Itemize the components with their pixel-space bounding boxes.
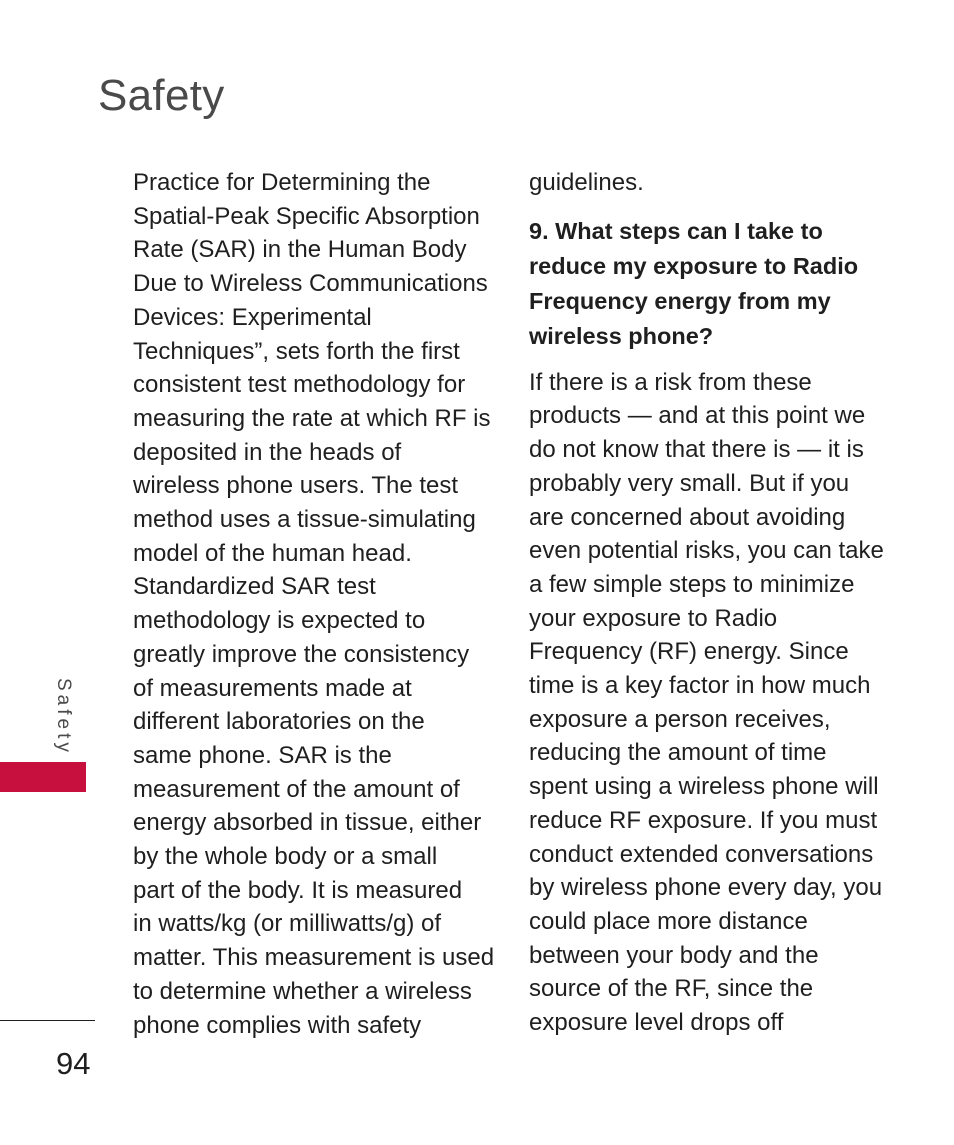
page-number: 94 [56, 1046, 91, 1081]
text-line: model of the human head. [133, 539, 412, 567]
text-line: time is a key factor in how much [529, 672, 871, 700]
text-line: source of the RF, since the [529, 975, 814, 1003]
text-line: probably very small. But if you [529, 469, 850, 497]
text-line: method uses a tissue-simulating [133, 506, 476, 534]
text-line: deposited in the heads of [133, 438, 402, 466]
text-line: measurement of the amount of [133, 775, 460, 803]
text-line: in watts/kg (or milliwatts/g) of [133, 910, 442, 938]
question-line: wireless phone? [529, 322, 714, 349]
text-line: reduce RF exposure. If you must [529, 806, 878, 834]
text-line: measuring the rate at which RF is [133, 404, 491, 432]
text-line: exposure a person receives, [529, 705, 831, 733]
section-side-label: Safety [53, 678, 74, 756]
text-line: of measurements made at [133, 674, 412, 702]
text-line: guidelines. [529, 169, 644, 196]
text-line: spent using a wireless phone will [529, 773, 879, 801]
text-line: your exposure to Radio [529, 604, 778, 632]
text-line: matter. This measurement is used [133, 944, 495, 972]
text-line: different laboratories on the [133, 708, 425, 736]
text-line: products — and at this point we [529, 402, 866, 430]
text-line: by the whole body or a small [133, 843, 438, 871]
text-line: If there is a risk from these [529, 368, 812, 396]
text-line: phone complies with safety [133, 1011, 422, 1039]
text-line: Techniques”, sets forth the first [133, 337, 460, 365]
text-line: could place more distance [529, 907, 808, 935]
text-line: wireless phone users. The test [133, 472, 459, 500]
text-line: are concerned about avoiding [529, 503, 846, 531]
text-line: consistent test methodology for [133, 371, 466, 399]
text-line: do not know that there is — it is [529, 436, 864, 464]
page-title: Safety [98, 71, 225, 120]
text-line: part of the body. It is measured [133, 876, 463, 904]
continuation-text [529, 166, 879, 200]
text-line: Spatial-Peak Specific Absorption [133, 202, 480, 230]
answer-paragraph [529, 366, 884, 1040]
text-line: to determine whether a wireless [133, 977, 472, 1005]
text-line: between your body and the [529, 941, 819, 969]
question-line: 9. What steps can I take to [529, 217, 823, 244]
footer-rule [0, 1020, 95, 1021]
text-line: even potential risks, you can take [529, 537, 884, 565]
text-line: energy absorbed in tissue, either [133, 809, 482, 837]
text-line: a few simple steps to minimize [529, 570, 855, 598]
text-line: greatly improve the consistency [133, 640, 470, 668]
question-line: Frequency energy from my [529, 287, 831, 314]
text-line: Practice for Determining the [133, 169, 431, 196]
question-heading [529, 214, 879, 354]
text-line: Frequency (RF) energy. Since [529, 638, 849, 666]
left-column [133, 166, 495, 1042]
text-line: by wireless phone every day, you [529, 874, 883, 902]
text-line: conduct extended conversations [529, 840, 874, 868]
question-line: reduce my exposure to Radio [529, 252, 859, 279]
text-line: Standardized SAR test [133, 573, 376, 601]
text-line: exposure level drops off [529, 1009, 784, 1037]
text-line: same phone. SAR is the [133, 741, 392, 769]
text-line: reducing the amount of time [529, 739, 827, 767]
right-column [529, 166, 884, 1040]
text-line: Due to Wireless Communications [133, 270, 488, 298]
text-line: methodology is expected to [133, 607, 426, 635]
section-tab-marker [0, 762, 86, 792]
text-line: Rate (SAR) in the Human Body [133, 236, 467, 264]
body-paragraph-sar-methodology [133, 166, 495, 1042]
text-line: Devices: Experimental [133, 303, 372, 331]
